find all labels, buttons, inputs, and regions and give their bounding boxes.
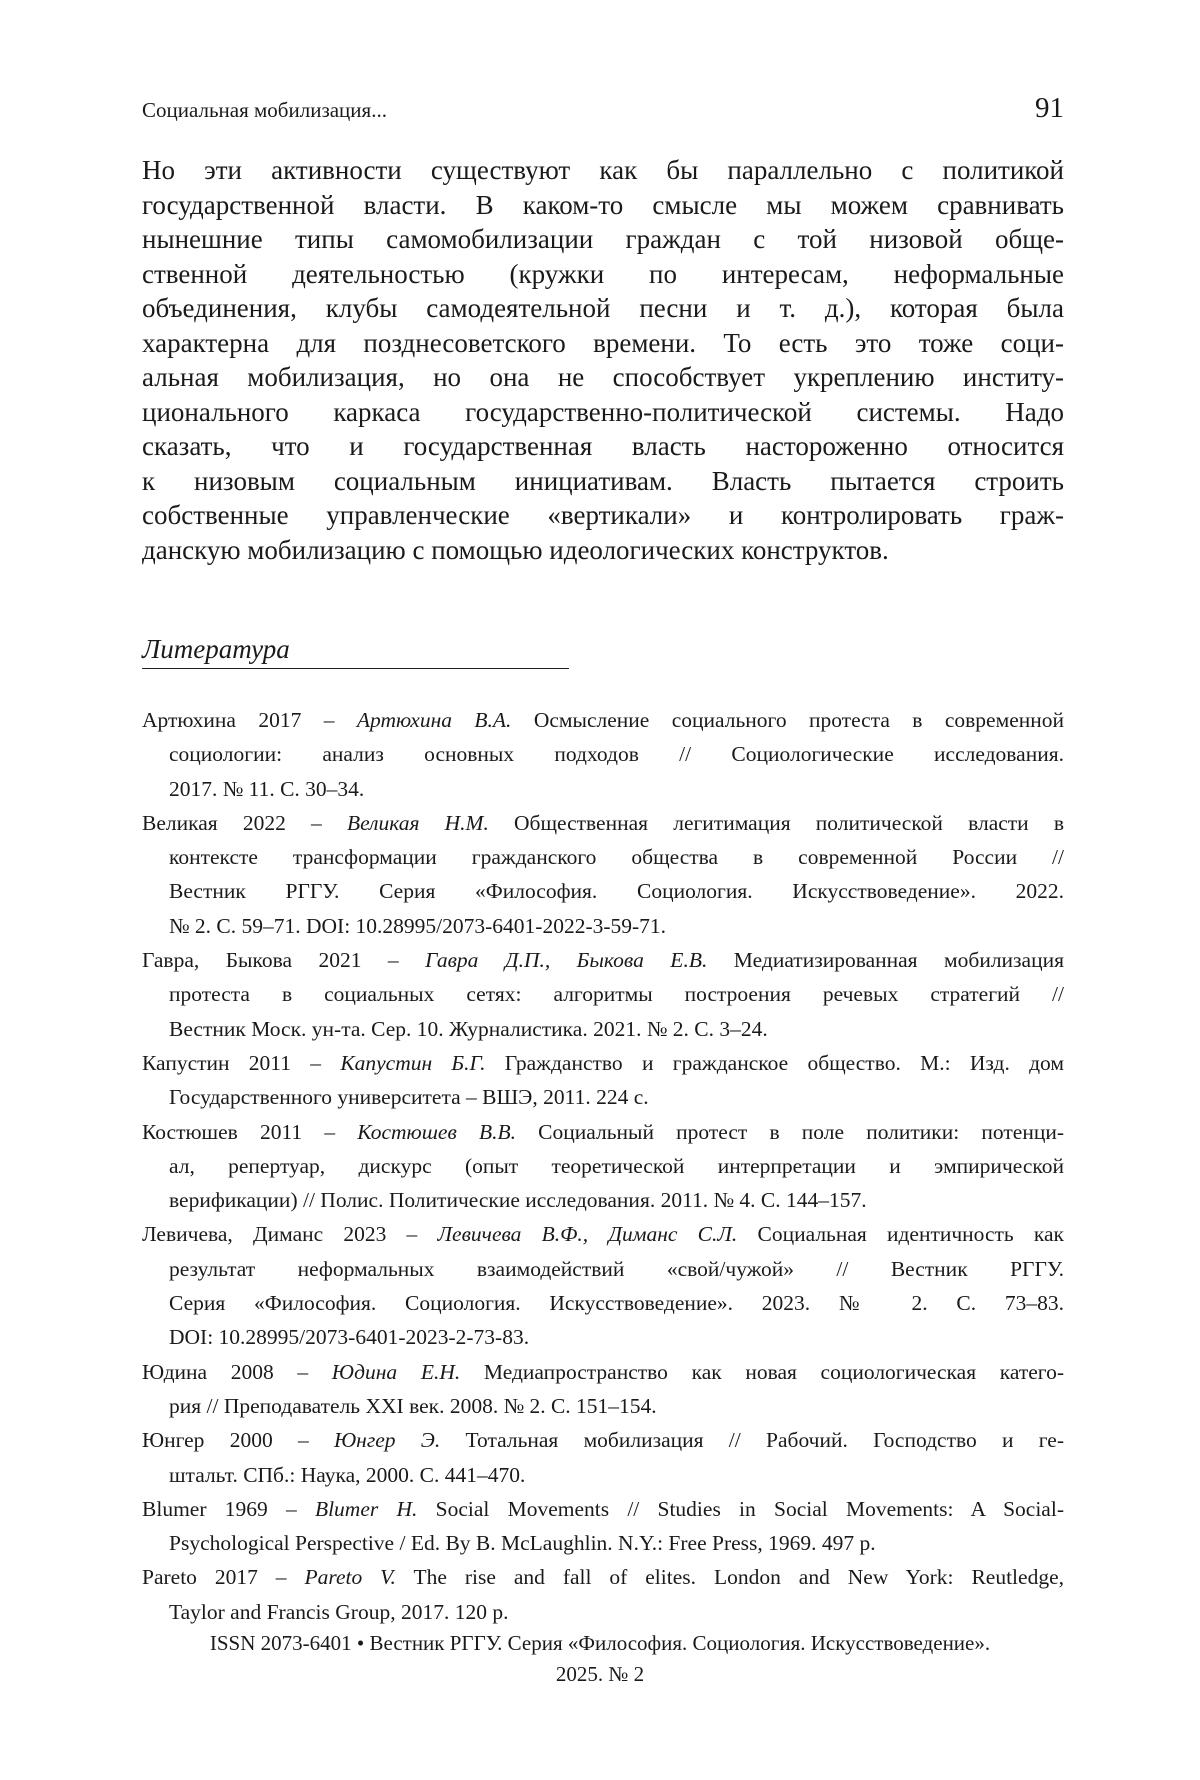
reference-first-line [142, 1492, 1064, 1526]
page-header [142, 92, 1064, 126]
reference-key: Юдина 2008 – [142, 1360, 332, 1384]
body-line: к низовым социальным инициативам. Власть пытается строить [142, 464, 1064, 499]
reference-entry [142, 1560, 1064, 1629]
body-line: данскую мобилизацию с помощью идеологических конструктов. [142, 533, 1064, 568]
reference-first-line [142, 703, 1064, 737]
reference-title: The rise and fall of elites. London and New York: Reutledge, [396, 1565, 1064, 1589]
reference-line: Серия «Философия. Социология. Искусствоведение». 2023. № 2. С. 73–83. [169, 1286, 1064, 1320]
reference-line: протеста в социальных сетях: алгоритмы построения речевых стратегий // [169, 977, 1064, 1011]
reference-author: Капустин Б.Г. [340, 1051, 485, 1075]
reference-key: Blumer 1969 – [142, 1497, 315, 1521]
reference-line: рия // Преподаватель XXI век. 2008. № 2. С. 151–154. [169, 1389, 1064, 1423]
body-line: объединения, клубы самодеятельной песни и т. д.), которая была [142, 291, 1064, 326]
reference-line: верификации) // Полис. Политические исследования. 2011. № 4. С. 144–157. [169, 1183, 1064, 1217]
body-line: ственной деятельностью (кружки по интересам, неформальные [142, 257, 1064, 292]
reference-title: Гражданство и гражданское общество. М.: Изд. дом [485, 1051, 1064, 1075]
reference-first-line [142, 1355, 1064, 1389]
reference-title: Социальная идентичность как [737, 1222, 1064, 1246]
reference-first-line [142, 1217, 1064, 1251]
body-line: Но эти активности существуют как бы параллельно с политикой [142, 153, 1064, 188]
body-line: государственной власти. В каком-то смысле мы можем сравнивать [142, 188, 1064, 223]
reference-author: Великая Н.М. [347, 811, 489, 835]
footer-journal-line: ISSN 2073-6401 • Вестник РГГУ. Серия «Философия. Социология. Искусствоведение». [100, 1628, 1100, 1659]
reference-entry [142, 1355, 1064, 1424]
reference-author: Левичева В.Ф., Диманс С.Л. [438, 1222, 738, 1246]
body-line: собственные управленческие «вертикали» и контролировать граж- [142, 498, 1064, 533]
reference-key: Артюхина 2017 – [142, 708, 357, 732]
page-number: 91 [1035, 92, 1064, 125]
reference-line: 2017. № 11. С. 30–34. [169, 772, 1064, 806]
reference-title: Социальный протест в поле политики: потенци- [516, 1120, 1064, 1144]
reference-title: Медиатизированная мобилизация [707, 948, 1064, 972]
page-footer [100, 1628, 1100, 1690]
reference-entry [142, 806, 1064, 943]
reference-entry [142, 943, 1064, 1046]
reference-line: DOI: 10.28995/2073-6401-2023-2-73-83. [169, 1320, 1064, 1354]
reference-line: Вестник Моск. ун-та. Сер. 10. Журналистика. 2021. № 2. С. 3–24. [169, 1012, 1064, 1046]
reference-title: Social Movements // Studies in Social Movements: A Social- [417, 1497, 1064, 1521]
reference-title: Осмысление социального протеста в современной [511, 708, 1064, 732]
body-paragraph [142, 153, 1064, 567]
reference-entry [142, 703, 1064, 806]
reference-line: Taylor and Francis Group, 2017. 120 p. [169, 1595, 1064, 1629]
reference-author: Юдина Е.Н. [332, 1360, 460, 1384]
body-line: нынешние типы самомобилизации граждан с той низовой обще- [142, 222, 1064, 257]
reference-first-line [142, 1115, 1064, 1149]
body-line: альная мобилизация, но она не способствует укреплению институ- [142, 360, 1064, 395]
reference-list [142, 703, 1064, 1629]
footer-issue-line: 2025. № 2 [100, 1659, 1100, 1690]
reference-title: Медиапространство как новая социологическая катего- [460, 1360, 1064, 1384]
literature-heading: Литература [142, 632, 569, 669]
reference-line: штальт. СПб.: Наука, 2000. С. 441–470. [169, 1458, 1064, 1492]
reference-first-line [142, 1423, 1064, 1457]
reference-first-line [142, 943, 1064, 977]
reference-line: социологии: анализ основных подходов // Социологические исследования. [169, 737, 1064, 771]
reference-title: Общественная легитимация политической власти в [489, 811, 1064, 835]
reference-entry [142, 1217, 1064, 1354]
reference-entry [142, 1492, 1064, 1561]
reference-author: Blumer H. [315, 1497, 417, 1521]
reference-key: Гавра, Быкова 2021 – [142, 948, 425, 972]
reference-author: Юнгер Э. [334, 1428, 440, 1452]
reference-line: Государственного университета – ВШЭ, 2011. 224 с. [169, 1080, 1064, 1114]
reference-first-line [142, 806, 1064, 840]
reference-key: Левичева, Диманс 2023 – [142, 1222, 438, 1246]
reference-line: № 2. С. 59–71. DOI: 10.28995/2073-6401-2022-3-59-71. [169, 909, 1064, 943]
reference-line: ал, репертуар, дискурс (опыт теоретической интерпретации и эмпирической [169, 1149, 1064, 1183]
reference-entry [142, 1115, 1064, 1218]
reference-line: Вестник РГГУ. Серия «Философия. Социология. Искусствоведение». 2022. [169, 874, 1064, 908]
reference-entry [142, 1046, 1064, 1115]
reference-author: Артюхина В.А. [357, 708, 512, 732]
reference-key: Юнгер 2000 – [142, 1428, 334, 1452]
reference-entry [142, 1423, 1064, 1492]
reference-first-line [142, 1560, 1064, 1594]
reference-title: Тотальная мобилизация // Рабочий. Господство и ге- [440, 1428, 1064, 1452]
reference-line: Psychological Perspective / Ed. By B. McLaughlin. N.Y.: Free Press, 1969. 497 p. [169, 1526, 1064, 1560]
reference-line: результат неформальных взаимодействий «свой/чужой» // Вестник РГГУ. [169, 1252, 1064, 1286]
reference-key: Костюшев 2011 – [142, 1120, 357, 1144]
body-line: сказать, что и государственная власть настороженно относится [142, 429, 1064, 464]
body-line: ционального каркаса государственно-политической системы. Надо [142, 395, 1064, 430]
reference-author: Гавра Д.П., Быкова Е.В. [425, 948, 707, 972]
reference-key: Pareto 2017 – [142, 1565, 305, 1589]
reference-first-line [142, 1046, 1064, 1080]
running-title: Социальная мобилизация... [142, 98, 387, 123]
reference-author: Костюшев В.В. [357, 1120, 516, 1144]
reference-key: Капустин 2011 – [142, 1051, 340, 1075]
reference-author: Pareto V. [305, 1565, 396, 1589]
reference-line: контексте трансформации гражданского общества в современной России // [169, 840, 1064, 874]
body-line: характерна для позднесоветского времени. То есть это тоже соци- [142, 326, 1064, 361]
reference-key: Великая 2022 – [142, 811, 347, 835]
